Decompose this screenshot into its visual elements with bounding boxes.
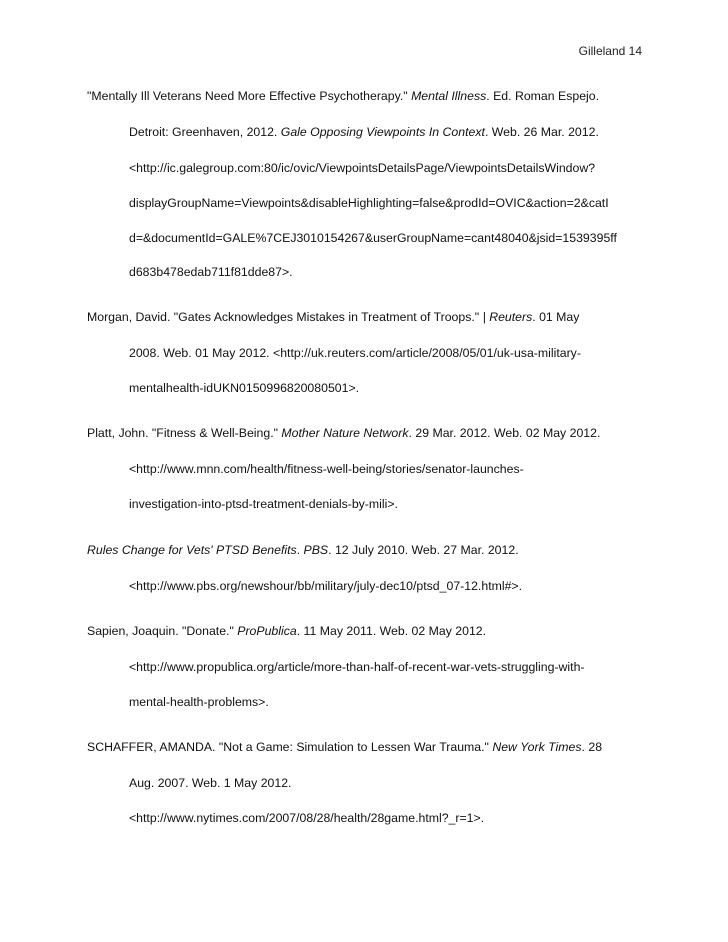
citation-text: displayGroupName=Viewpoints&disableHighlighting=false&prodId=OVIC&action=2&catI: [129, 196, 609, 210]
citation-text: .: [296, 543, 304, 557]
citation-title-italic: Mental Illness: [411, 89, 487, 103]
citation-line-continued: [129, 160, 595, 176]
citation-title-italic: ProPublica: [237, 624, 297, 638]
citation-line-continued: [129, 345, 581, 361]
citation-text: SCHAFFER, AMANDA. "Not a Game: Simulation to Lessen War Trauma.": [87, 740, 493, 754]
citation-line-continued: [129, 496, 398, 512]
citation-line-continued: [129, 659, 585, 675]
citation-text: "Mentally Ill Veterans Need More Effective Psychotherapy.": [87, 89, 412, 103]
citation-text: . 12 July 2010. Web. 27 Mar. 2012.: [328, 543, 519, 557]
citation-text: d683b478edab711f81dde87>.: [129, 265, 293, 279]
citation-text: Platt, John. "Fitness & Well-Being.": [87, 426, 282, 440]
citation-line-first: [87, 623, 486, 639]
citation-line-continued: [129, 694, 269, 710]
citation-line-first: [87, 88, 599, 104]
citation-text: <http://www.mnn.com/health/fitness-well-being/stories/senator-launches-: [129, 462, 524, 476]
citation-text: Aug. 2007. Web. 1 May 2012.: [129, 776, 292, 790]
citation-line-first: [87, 425, 600, 441]
citation-text: . Web. 26 Mar. 2012.: [484, 125, 599, 139]
citation-text: . 11 May 2011. Web. 02 May 2012.: [296, 624, 487, 638]
citation-text: <http://www.pbs.org/newshour/bb/military/july-dec10/ptsd_07-12.html#>.: [129, 579, 523, 593]
citation-text: Detroit: Greenhaven, 2012.: [129, 125, 281, 139]
citation-line-first: [87, 542, 519, 558]
citation-line-continued: [129, 195, 609, 211]
citation-text: Sapien, Joaquin. "Donate.": [87, 624, 238, 638]
citation-title-italic: Gale Opposing Viewpoints In Context: [280, 125, 485, 139]
citation-title-italic: | Reuters: [482, 310, 533, 324]
citation-title-italic: New York Times: [492, 740, 582, 754]
citation-title-italic: Rules Change for Vets' PTSD Benefits: [87, 543, 297, 557]
citation-line-continued: [129, 775, 291, 791]
citation-text: <http://www.nytimes.com/2007/08/28/health/28game.html?_r=1>.: [129, 811, 485, 825]
citation-text: . Ed. Roman Espejo.: [486, 89, 600, 103]
citation-text: Morgan, David. "Gates Acknowledges Mistakes in Treatment of Troops.": [87, 310, 483, 324]
citation-line-continued: [129, 230, 617, 246]
citation-text: <http://www.propublica.org/article/more-than-half-of-recent-war-vets-struggling-with-: [129, 660, 585, 674]
citation-text: mentalhealth-idUKN0150996820080501>.: [129, 381, 360, 395]
citation-line-continued: [129, 380, 359, 396]
citation-text: <http://ic.galegroup.com:80/ic/ovic/ViewpointsDetailsPage/ViewpointsDetailsWindow?: [129, 161, 596, 175]
page-header: Gilleland 14: [578, 44, 642, 58]
citation-line-first: [87, 309, 579, 325]
citation-title-italic: PBS: [303, 543, 329, 557]
citation-text: mental-health-problems>.: [129, 695, 269, 709]
citation-line-continued: [129, 264, 293, 280]
citation-text: investigation-into-ptsd-treatment-denials-by-mili>.: [129, 497, 398, 511]
citation-line-continued: [129, 578, 522, 594]
citation-line-first: [87, 739, 602, 755]
citation-text: . 29 Mar. 2012. Web. 02 May 2012.: [408, 426, 601, 440]
citation-title-italic: Mother Nature Network: [281, 426, 409, 440]
citation-text: d=&documentId=GALE%7CEJ3010154267&userGroupName=cant48040&jsid=1539395ff: [129, 231, 617, 245]
citation-line-continued: [129, 810, 484, 826]
citation-text: . 28: [581, 740, 603, 754]
citation-line-continued: [129, 124, 599, 140]
citation-text: . 01 May: [532, 310, 580, 324]
citation-text: 2008. Web. 01 May 2012. <http://uk.reuters.com/article/2008/05/01/uk-usa-military-: [129, 346, 581, 360]
citation-line-continued: [129, 461, 524, 477]
